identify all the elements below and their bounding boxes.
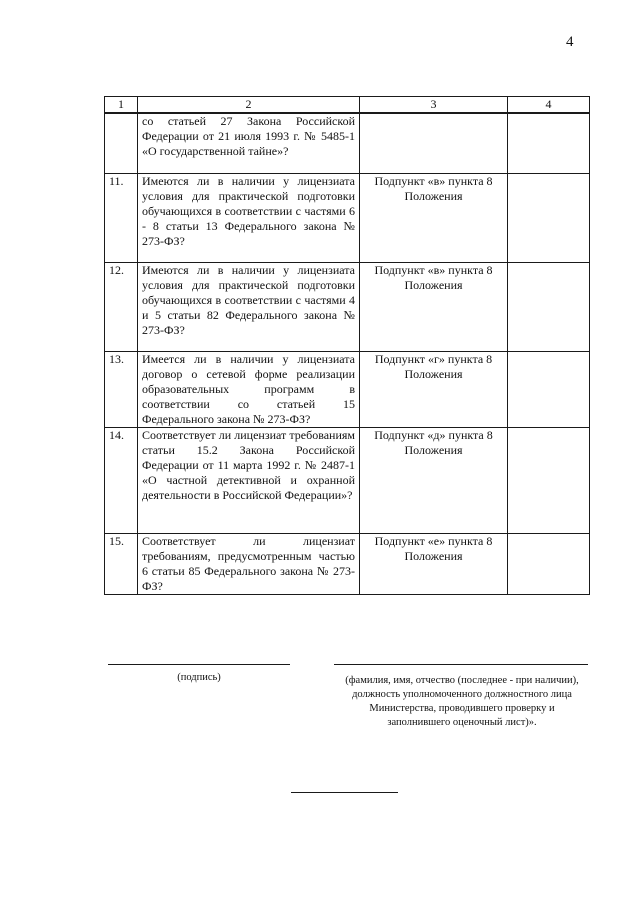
row-number: 14. [105, 427, 138, 533]
basis-cell: Подпункт «в» пункта 8 Положения [360, 173, 508, 262]
table-row [105, 533, 590, 594]
question-cell: Соответствует ли лицензиат требованиям, предусмотренным частью 6 статьи 85 Федерального закона № 273-ФЗ? [138, 533, 360, 594]
question-cell: Имеются ли в наличии у лицензиата условия для практической подготовки обучающихся в соответствии с частями 4 и 5 статьи 82 Федерального закона № 273-ФЗ? [138, 262, 360, 351]
question-cell: со статьей 27 Закона Российской Федерации от 21 июля 1993 г. № 5485-1 «О государственной тайне»? [138, 113, 360, 173]
signature-line [108, 664, 290, 665]
basis-cell: Подпункт «е» пункта 8 Положения [360, 533, 508, 594]
column-header: 1 [105, 97, 138, 114]
question-cell: Имеется ли в наличии у лицензиата договор о сетевой форме реализации образовательных программ в соответствии со статьей 15 Федерального закона № 273-ФЗ? [138, 351, 360, 427]
basis-cell: Подпункт «г» пункта 8 Положения [360, 351, 508, 427]
row-number: 13. [105, 351, 138, 427]
name-caption-line: заполнившего оценочный лист)». [387, 717, 537, 728]
page-number: 4 [566, 34, 574, 50]
answer-cell[interactable] [508, 113, 590, 173]
question-cell: Соответствует ли лицензиат требованиям статьи 15.2 Закона Российской Федерации от 11 марта 1992 г. № 2487-1 «О частной детективной и охранной деятельности в Российской Федерации»? [138, 427, 360, 533]
question-cell: Имеются ли в наличии у лицензиата условия для практической подготовки обучающихся в соответствии с частями 6 - 8 статьи 13 Федерального закона № 273-ФЗ? [138, 173, 360, 262]
name-caption-line: Министерства, проводившего проверку и [369, 703, 555, 714]
column-header: 2 [138, 97, 360, 114]
row-number: 12. [105, 262, 138, 351]
answer-cell[interactable] [508, 427, 590, 533]
checklist-table [104, 96, 590, 595]
answer-cell[interactable] [508, 173, 590, 262]
basis-cell: Подпункт «в» пункта 8 Положения [360, 262, 508, 351]
table-row [105, 427, 590, 533]
table-row [105, 262, 590, 351]
table-row [105, 113, 590, 173]
answer-cell[interactable] [508, 262, 590, 351]
column-header: 4 [508, 97, 590, 114]
name-caption-line: (фамилия, имя, отчество (последнее - при наличии), [345, 675, 579, 686]
table-row [105, 173, 590, 262]
end-rule [291, 792, 398, 793]
answer-cell[interactable] [508, 351, 590, 427]
answer-cell[interactable] [508, 533, 590, 594]
table-row [105, 351, 590, 427]
column-header: 3 [360, 97, 508, 114]
basis-cell [360, 113, 508, 173]
row-number: 15. [105, 533, 138, 594]
row-number: 11. [105, 173, 138, 262]
row-number [105, 113, 138, 173]
name-caption [332, 674, 592, 730]
name-caption-line: должность уполномоченного должностного лица [352, 689, 572, 700]
name-line [334, 664, 588, 665]
basis-cell: Подпункт «д» пункта 8 Положения [360, 427, 508, 533]
signature-caption: (подпись) [177, 672, 221, 683]
table-header-row [105, 97, 590, 114]
